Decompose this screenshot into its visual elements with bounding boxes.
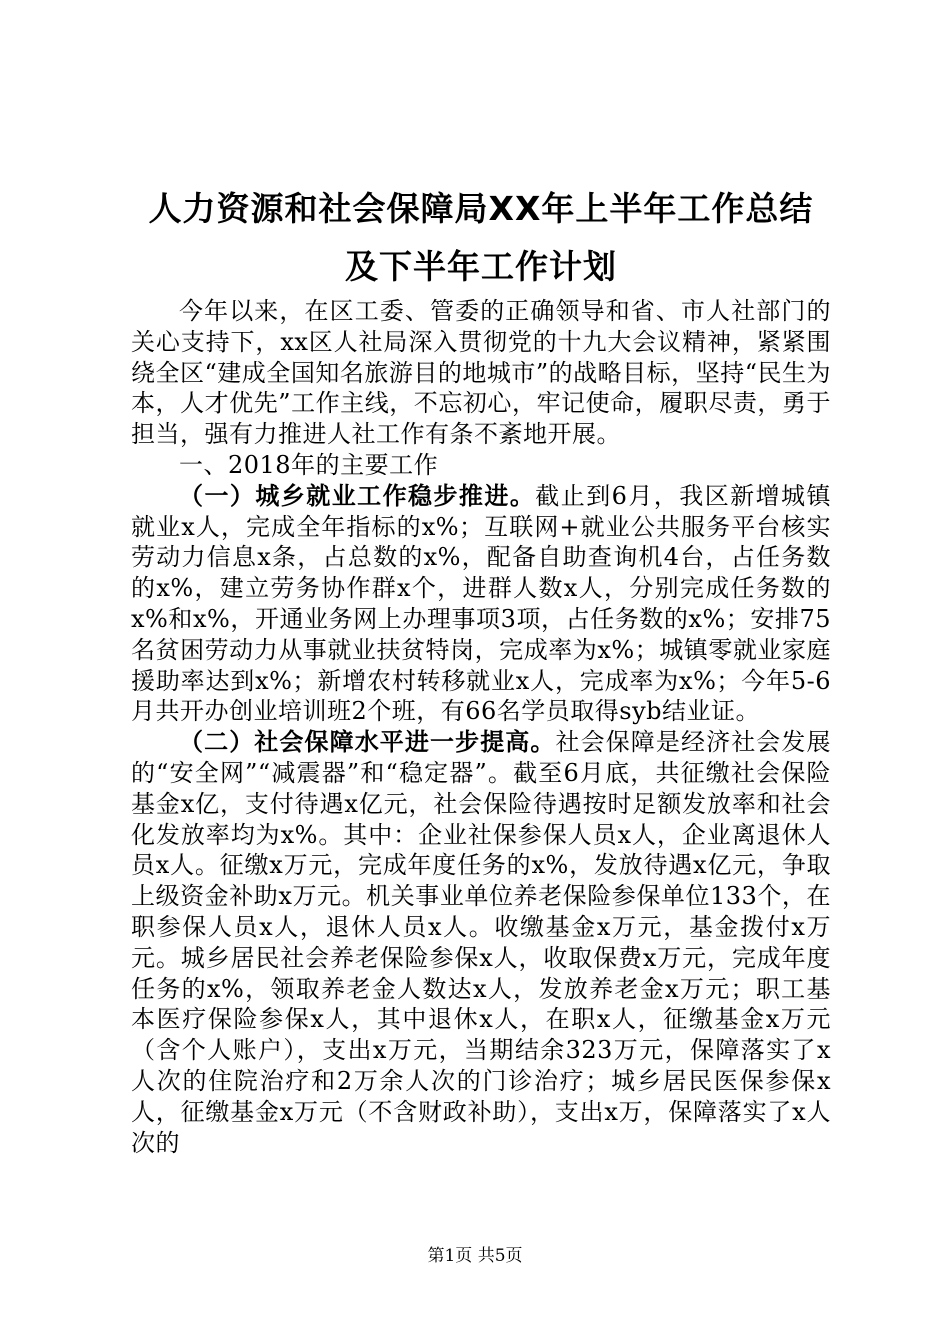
title-line-2: 及下半年工作计划 (345, 247, 617, 286)
page-footer: 第1页 共5页 (427, 1246, 523, 1266)
item-2-paragraph (131, 727, 831, 1158)
title-line-1: 人力资源和社会保障局XX年上半年工作总结 (148, 189, 814, 228)
item-2-body: 社会保障是经济社会发展的“安全网”“减震器”和“稳定器”。截至6月底，共征缴社会保险基金x亿，支付待遇x亿元，社会保险待遇按时足额发放率和社会化发放率均为x%。其中：企业社保参保人员x人，企业离退休人员x人。征缴x万元，完成年度任务的x%，发放待遇x亿元，争取上级资金补助x万元。机关事业单位养老保险参保单位133个，在职参保人员x人，退休人员x人。收缴基金x万元，基金拨付x万元。城乡居民社会养老保险参保x人，收取保费x万元，完成年度任务的x%，领取养老金人数达x人，发放养老金x万元；职工基本医疗保险参保x人，其中退休x人，在职x人，征缴基金x万元（含个人账户），支出x万元，当期结余323万元，保障落实了x人次的住院治疗和2万余人次的门诊治疗；城乡居民医保参保x人，征缴基金x万元（不含财政补助），支出x万，保障落实了x人次的 (131, 728, 831, 1157)
document-page (131, 180, 831, 1158)
item-1-body: 截止到6月，我区新增城镇就业x人，完成全年指标的x%；互联网+就业公共服务平台核实劳动力信息x条，占总数的x%，配备自助查询机4台，占任务数的x%，建立劳务协作群x个，进群人数x人，分别完成任务数的x%和x%，开通业务网上办理事项3项，占任务数的x%；安排75名贫困劳动力从事就业扶贫特岗，完成率为x%；城镇零就业家庭援助率达到x%；新增农村转移就业x人，完成率为x%；今年5-6月共开办创业培训班2个班，有66名学员取得syb结业证。 (131, 481, 832, 726)
item-1-paragraph (131, 481, 831, 727)
item-2-lead: （二）社会保障水平进一步提高。 (179, 728, 556, 757)
section-heading: 一、2018年的主要工作 (179, 450, 439, 479)
item-1-lead: （一）城乡就业工作稳步推进。 (179, 481, 536, 510)
intro-paragraph: 今年以来，在区工委、管委的正确领导和省、市人社部门的关心支持下，xx区人社局深入贯彻党的十九大会议精神，紧紧围绕全区“建成全国知名旅游目的地城市”的战略目标，坚持“民生为本，人才优先”工作主线，不忘初心，牢记使命，履职尽责，勇于担当，强有力推进人社工作有条不紊地开展。 (131, 297, 831, 449)
document-title (131, 180, 831, 296)
